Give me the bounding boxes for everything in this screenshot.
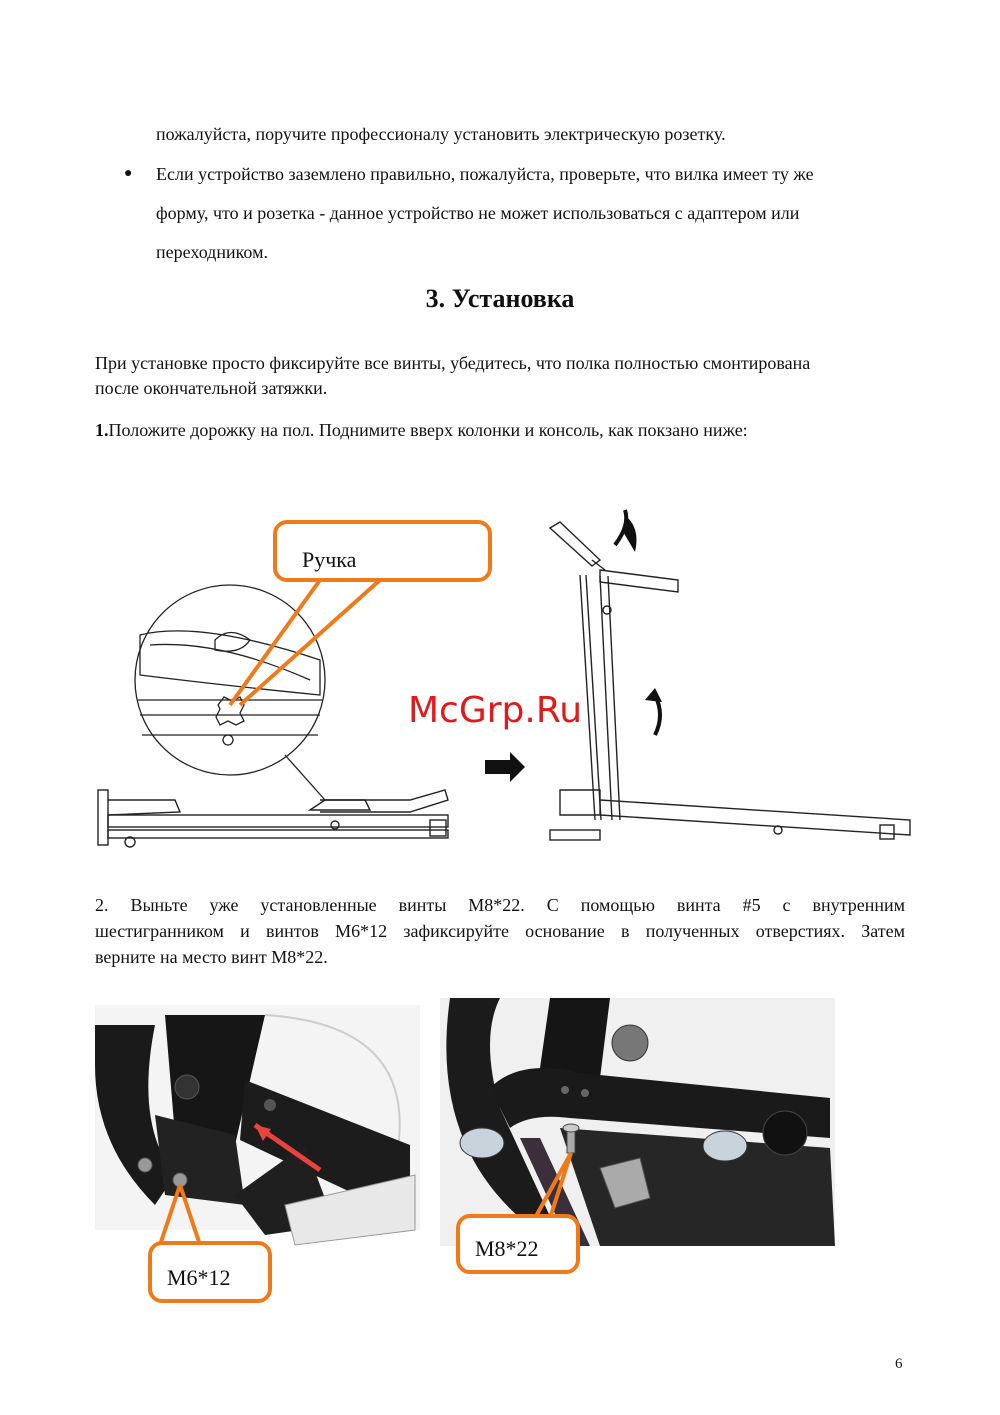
page-number: 6 (895, 1356, 903, 1372)
magnifier-detail (135, 585, 325, 800)
intro-line: пожалуйста, поручите профессионалу установить электрическую розетку. (156, 124, 726, 144)
section-title: 3. Установка (425, 284, 575, 313)
paragraph-line: после окончательной затяжки. (95, 378, 328, 398)
bullet-line: переходником. (156, 242, 268, 262)
step2-line: шестигранником и винтов М6*12 зафиксируйте основание в полученных отверстиях. Затем (95, 921, 905, 941)
bullet-line: Если устройство заземлено правильно, пожалуйста, проверьте, что вилка имеет ту же (156, 164, 814, 184)
figure-treadmill-unfold (80, 500, 920, 870)
rotate-arrow-icon (645, 688, 662, 702)
bullet-line: форму, что и розетка - данное устройство не может использоваться с адаптером или (156, 203, 800, 223)
bullet-icon: ● (124, 166, 133, 181)
callout-handle (230, 522, 490, 705)
callout-handle-label: Ручка (302, 547, 357, 572)
figure-base-right (440, 998, 840, 1278)
step1-text (95, 418, 748, 442)
treadmill-upright (550, 522, 910, 840)
treadmill-folded (98, 790, 448, 847)
step2-line: 2. Выньте уже установленные винты М8*22. С помощью винта #5 с внутренним (95, 895, 905, 915)
step1-body: Положите дорожку на пол. Поднимите вверх колонки и консоль, как покзано ниже: (108, 420, 748, 440)
watermark: McGrp.Ru (408, 690, 583, 731)
callout-m6-label: M6*12 (167, 1265, 231, 1290)
figure-base-left (95, 1005, 420, 1305)
callout-m8-label: M8*22 (475, 1236, 539, 1261)
right-arrow-icon (485, 752, 525, 782)
step1-number: 1. (95, 420, 109, 440)
step2-line: верните на место винт М8*22. (95, 947, 328, 967)
paragraph-line: При установке просто фиксируйте все винты, убедитесь, что полка полностью смонтирована (95, 353, 811, 373)
